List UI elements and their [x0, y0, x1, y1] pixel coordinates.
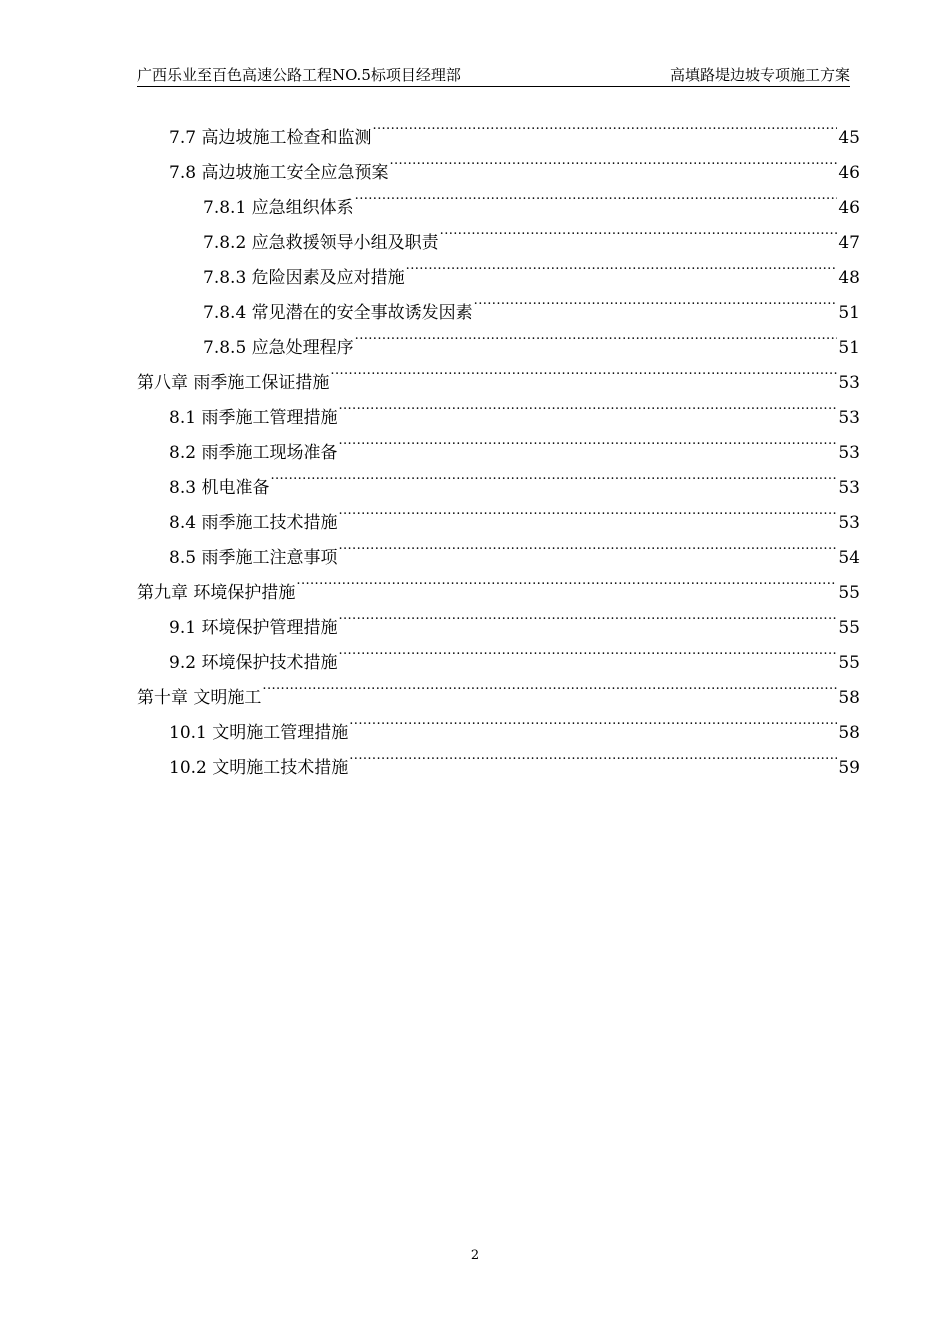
toc-entry-page: 55: [838, 583, 860, 603]
toc-dot-leader: [440, 213, 838, 248]
toc-entry-title: 8.2 雨季施工现场准备: [169, 443, 338, 463]
toc-dot-leader: [338, 423, 837, 458]
toc-dot-leader: [355, 178, 838, 213]
toc-entry-page: 58: [838, 688, 860, 708]
toc-entry-title: 7.8.2 应急救援领导小组及职责: [203, 233, 439, 253]
toc-dot-leader: [338, 388, 837, 423]
toc-entry-page: 48: [838, 268, 860, 288]
toc-entry-title: 7.8.4 常见潜在的安全事故诱发因素: [203, 303, 473, 323]
toc-entry-title: 8.5 雨季施工注意事项: [169, 548, 338, 568]
toc-dot-leader: [338, 633, 837, 668]
toc-entry-page: 58: [838, 723, 860, 743]
toc-dot-leader: [355, 318, 838, 353]
toc-entry-title: 10.2 文明施工技术措施: [169, 758, 349, 778]
toc-dot-leader: [270, 458, 837, 493]
toc-entry-page: 46: [838, 198, 860, 218]
toc-entry-page: 53: [838, 478, 860, 498]
page-number: 2: [470, 1248, 480, 1263]
toc-entry-title: 8.1 雨季施工管理措施: [169, 408, 338, 428]
toc-entry-title: 第八章 雨季施工保证措施: [137, 373, 330, 393]
toc-dot-leader: [330, 353, 837, 388]
toc-entry-title: 7.8.3 危险因素及应对措施: [203, 268, 405, 288]
table-of-contents: [137, 108, 860, 778]
toc-dot-leader: [406, 248, 838, 283]
page-header: [137, 64, 850, 87]
toc-entry-title: 9.2 环境保护技术措施: [169, 653, 338, 673]
header-document-title: 高填路堤边坡专项施工方案: [669, 66, 850, 84]
toc-dot-leader: [338, 598, 837, 633]
toc-entry-title: 9.1 环境保护管理措施: [169, 618, 338, 638]
toc-entry-title: 7.8.1 应急组织体系: [203, 198, 354, 218]
toc-dot-leader: [338, 528, 837, 563]
toc-entry-title: 7.7 高边坡施工检查和监测: [169, 128, 372, 148]
toc-entry-page: 53: [838, 513, 860, 533]
toc-dot-leader: [474, 283, 838, 318]
toc-entry-page: 45: [838, 128, 860, 148]
toc-entry-title: 第九章 环境保护措施: [137, 583, 296, 603]
header-project-name: 广西乐业至百色高速公路工程NO.5标项目经理部: [137, 66, 461, 84]
toc-entry[interactable]: [137, 108, 860, 148]
toc-entry-page: 53: [838, 408, 860, 428]
toc-entry-page: 51: [838, 338, 860, 358]
toc-entry-page: 47: [838, 233, 860, 253]
toc-dot-leader: [338, 493, 837, 528]
toc-dot-leader: [349, 703, 837, 738]
toc-dot-leader: [389, 143, 837, 178]
toc-entry-title: 第十章 文明施工: [137, 688, 262, 708]
toc-entry-page: 54: [838, 548, 860, 568]
toc-dot-leader: [349, 738, 837, 773]
toc-entry-page: 53: [838, 373, 860, 393]
toc-entry-page: 55: [838, 653, 860, 673]
toc-dot-leader: [296, 563, 837, 598]
toc-entry-title: 7.8.5 应急处理程序: [203, 338, 354, 358]
toc-dot-leader: [372, 108, 837, 143]
toc-entry-page: 59: [838, 758, 860, 778]
toc-dot-leader: [262, 668, 837, 703]
toc-entry-title: 10.1 文明施工管理措施: [169, 723, 349, 743]
toc-entry-title: 7.8 高边坡施工安全应急预案: [169, 163, 389, 183]
toc-entry-title: 8.4 雨季施工技术措施: [169, 513, 338, 533]
toc-entry-page: 53: [838, 443, 860, 463]
toc-entry-page: 46: [838, 163, 860, 183]
toc-entry-page: 55: [838, 618, 860, 638]
toc-entry-title: 8.3 机电准备: [169, 478, 270, 498]
toc-entry-page: 51: [838, 303, 860, 323]
